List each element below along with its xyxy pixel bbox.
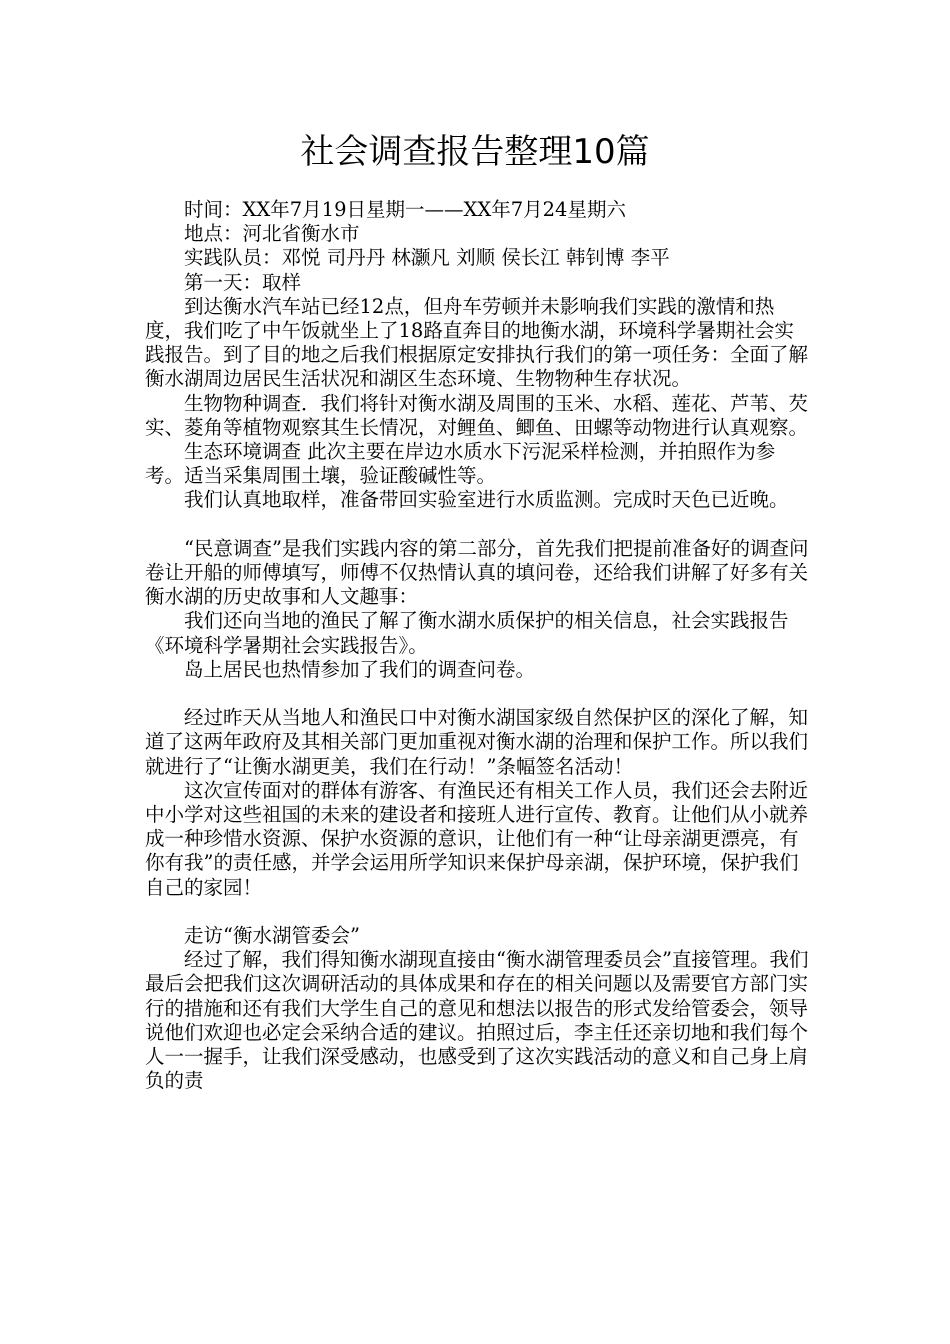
document-paragraph: 第一天：取样 bbox=[184, 270, 302, 294]
document-paragraph: 到达衡水汽车站已经12点，但舟车劳顿并未影响我们实践的激情和热度，我们吃了中午饭就坐上了18路直奔目的地衡水湖，环境科学暑期社会实践报告。到了目的地之后我们根据原定安排执行我们的第一项任务：全面了解衡水湖周边居民生活状况和湖区生态环境、生物物种生存状况。 bbox=[145, 294, 809, 391]
document-paragraph: “民意调查”是我们实践内容的第二部分，首先我们把提前准备好的调查问卷让开船的师傅填写，师傅不仅热情认真的填问卷，还给我们讲解了好多有关衡水湖的历史故事和人文趣事： bbox=[145, 536, 809, 609]
document-paragraph: 生态环境调查 此次主要在岸边水质水下污泥采样检测，并拍照作为参考。适当采集周围土壤，验证酸碱性等。 bbox=[145, 440, 776, 488]
document-paragraph: 这次宣传面对的群体有游客、有渔民还有相关工作人员，我们还会去附近中小学对这些祖国的未来的建设者和接班人进行宣传、教育。让他们从小就养成一种珍惜水资源、保护水资源的意识，让他们有一种“让母亲湖更漂亮，有你有我”的责任感，并学会运用所学知识来保护母亲湖，保护环境，保护我们自己的家园！ bbox=[145, 778, 809, 899]
document-paragraph: 我们认真地取样，准备带回实验室进行水质监测。完成时天色已近晚。 bbox=[184, 488, 789, 512]
document-paragraph: 地点：河北省衡水市 bbox=[184, 222, 360, 246]
blank-line bbox=[145, 900, 809, 924]
blank-line bbox=[145, 682, 809, 706]
document-body bbox=[145, 198, 809, 1093]
document-paragraph: 生物物种调查．我们将针对衡水湖及周围的玉米、水稻、莲花、芦苇、芡实、菱角等植物观察其生长情况，对鲤鱼、鲫鱼、田螺等动物进行认真观察。 bbox=[145, 391, 809, 439]
document-paragraph: 岛上居民也热情参加了我们的调查问卷。 bbox=[184, 657, 536, 681]
document-paragraph: 我们还向当地的渔民了解了衡水湖水质保护的相关信息，社会实践报告《环境科学暑期社会实践报告》。 bbox=[145, 609, 789, 657]
document-paragraph: 经过了解，我们得知衡水湖现直接由“衡水湖管理委员会”直接管理。我们最后会把我们这次调研活动的具体成果和存在的相关问题以及需要官方部门实行的措施和还有我们大学生自己的意见和想法以报告的形式发给管委会，领导说他们欢迎也必定会采纳合适的建议。拍照过后，李主任还亲切地和我们每个人一一握手，让我们深受感动，也感受到了这次实践活动的意义和自己身上肩负的责 bbox=[145, 948, 809, 1093]
document-paragraph: 走访“衡水湖管委会” bbox=[184, 924, 360, 948]
document-title: 社会调查报告整理10篇 bbox=[300, 132, 650, 172]
document-paragraph: 时间：XX年7月19日星期一——XX年7月24星期六 bbox=[184, 198, 626, 221]
document-paragraph: 实践队员：邓悦 司丹丹 林灏凡 刘顺 侯长江 韩钊博 李平 bbox=[184, 246, 670, 270]
blank-line bbox=[145, 513, 809, 537]
document-paragraph: 经过昨天从当地人和渔民口中对衡水湖国家级自然保护区的深化了解，知道了这两年政府及其相关部门更加重视对衡水湖的治理和保护工作。所以我们就进行了“让衡水湖更美，我们在行动！”条幅签名活动！ bbox=[145, 706, 809, 778]
